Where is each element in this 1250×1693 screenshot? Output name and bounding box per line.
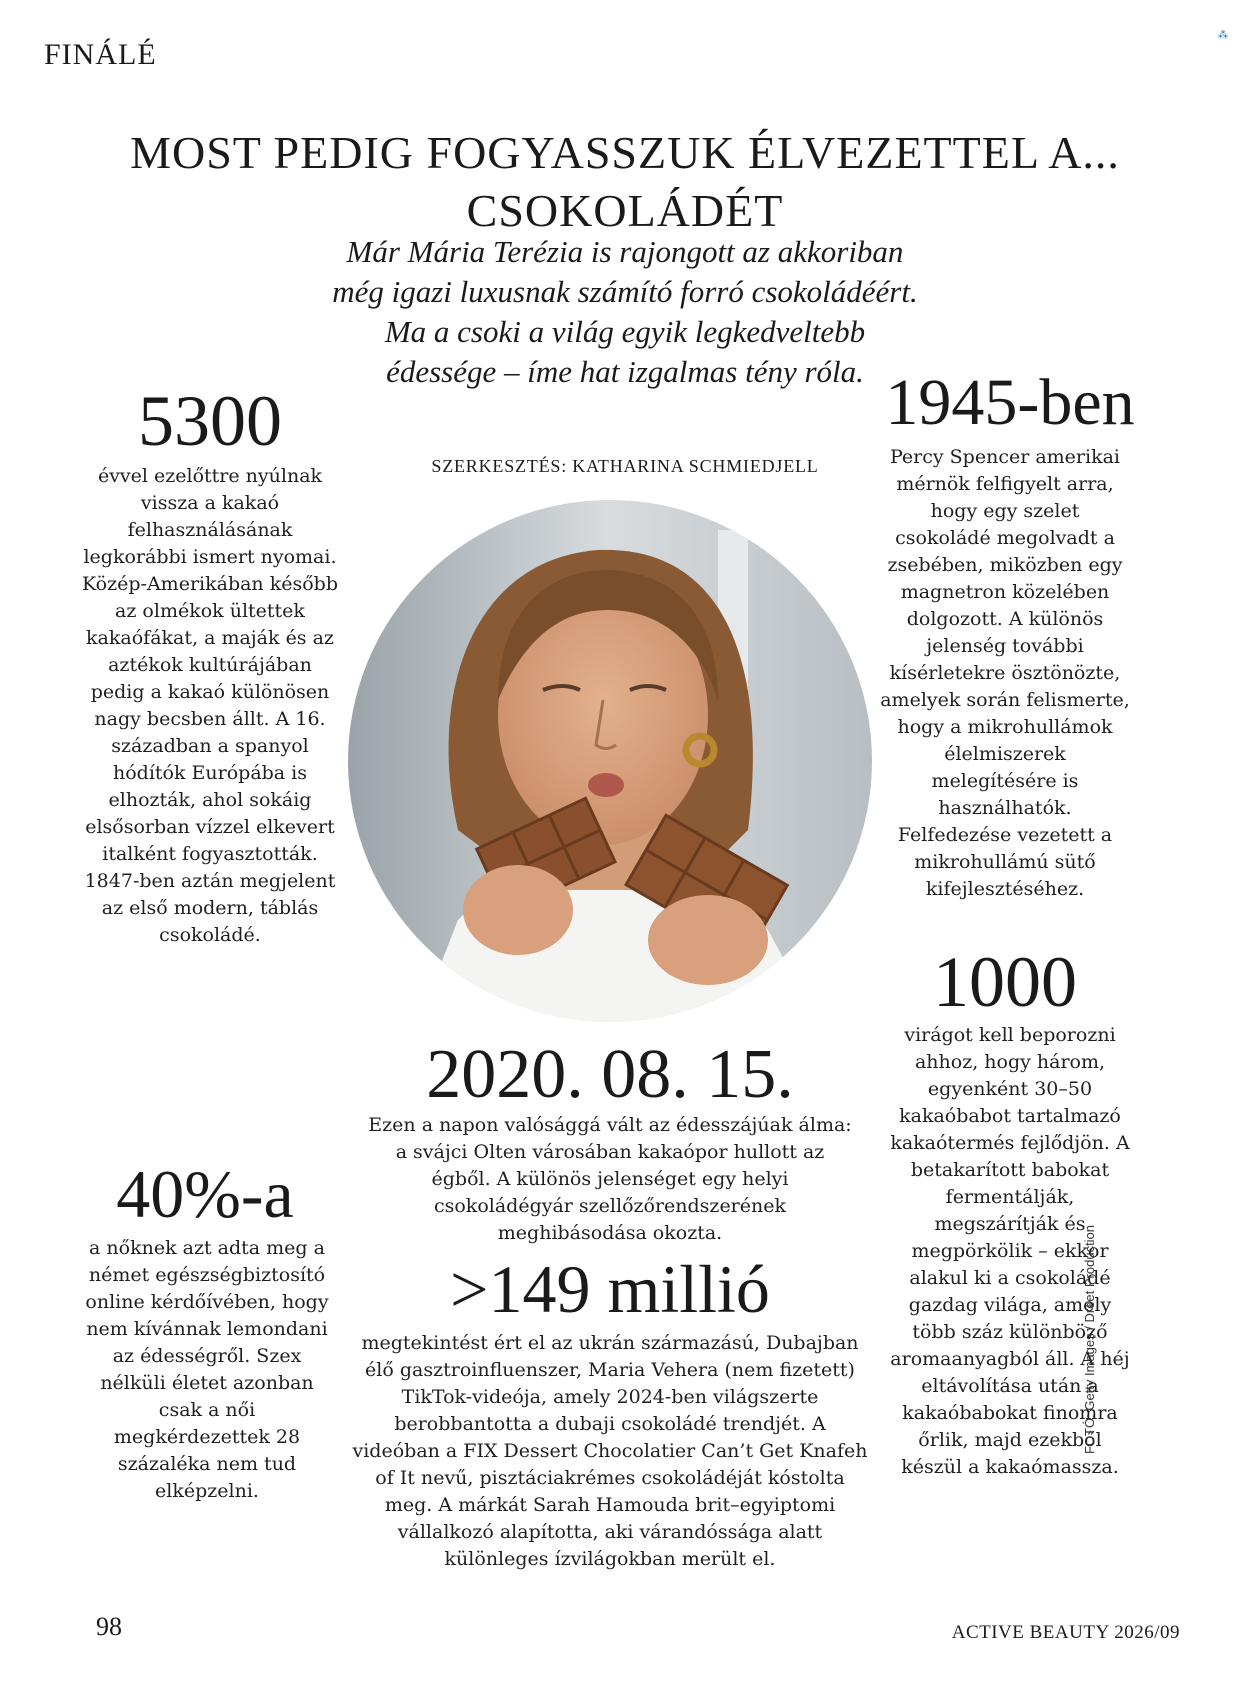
photo-credit: FOTÓ: Getty Images / Dreet Production: [1082, 1224, 1097, 1454]
page-number: 98: [96, 1612, 122, 1641]
fact-40-number: 40%-a: [116, 1156, 294, 1232]
fact-149-text: megtekintést ért el az ukrán származású, Dubajban élő gasztroinfluenszer, Maria Vehera (nem fizetett) TikTok-videója, amely 2024-ben világszerte berobbantotta a dubaji csokoládé trendjét. A videóban a FIX Dessert Chocolatier Can’t Get Knafeh of It nevű, pisztáciakrémes csokoládéját kóstolta meg. A márkát Sarah Hamouda brit–egyiptomi vállalkozó alapította, aki várandóssága alatt különleges ízvilágokban merült el.: [352, 1332, 868, 1570]
fact-5300-text: évvel ezelőttre nyúlnak vissza a kakaó felhasználásának legkorábbi ismert nyomai. Közép-Amerikában később az olmékok ültettek kakaófákat, a maják és az aztékok kultúrájában pedig a kakaó különösen nagy becsben állt. A 16. században a spanyol hódítók Európába is elhozták, ahol sokáig elsősorban vízzel elkevert italként fogyasztották. 1847-ben aztán megjelent az első modern, táblás csokoládé.: [82, 465, 338, 946]
fact-40-text: a nőknek azt adta meg a német egészségbiztosító online kérdőívében, hogy nem kívánnak lemondani az édességről. Szex nélküli életet azonban csak a női megkérdezettek 28 százaléka nem tud elképzelni.: [85, 1237, 329, 1502]
photo: [348, 500, 872, 1022]
headline: MOST PEDIG FOGYASSZUK ÉLVEZETTEL A... CSOKOLÁDÉT: [130, 127, 1120, 236]
corner-mark-icon: ⁂: [1218, 30, 1228, 41]
magazine-name: ACTIVE BEAUTY 2026/09: [951, 1622, 1180, 1643]
fact-1945-number: 1945-ben: [885, 366, 1135, 439]
byline: SZERKESZTÉS: KATHARINA SCHMIEDJELL: [431, 456, 819, 476]
fact-2020-text: Ezen a napon valósággá vált az édesszájúak álma: a svájci Olten városában kakaópor hullott az égből. A különös jelenséget egy helyi csokoládégyár szellőzőrendszerének meghibásodása okozta.: [368, 1114, 852, 1244]
fact-5300-number: 5300: [138, 381, 282, 461]
woman-eating-chocolate-icon: [348, 500, 872, 1022]
section-label: FINÁLÉ: [44, 38, 157, 71]
fact-1945-text: Percy Spencer amerikai mérnök felfigyelt arra, hogy egy szelet csokoládé megolvadt a zsebében, miközben egy magnetron közelében dolgozott. A különös jelenség további kísérletekre ösztönözte, amelyek során felismerte, hogy a mikrohullámok élelmiszerek melegítésére is használhatók. Felfedezése vezetett a mikrohullámú sütő kifejlesztéséhez.: [880, 446, 1130, 900]
fact-2020-number: 2020. 08. 15.: [426, 1036, 794, 1113]
fact-1000-text: virágot kell beporozni ahhoz, hogy három, egyenként 30–50 kakaóbabot tartalmazó kakaótermés fejlődjön. A betakarított babokat fermentálják, megszárítják és megpörkölik – ekkor alakul ki a csokoládé gazdag világa, amely több száz különböző aromaanyagból áll. A héj eltávolítása után a kakaóbabokat finomra őrlik, majd ezekből készül a kakaómassza.: [890, 1024, 1130, 1478]
fact-1000-number: 1000: [933, 942, 1077, 1022]
lead-paragraph: Már Mária Terézia is rajongott az akkoriban még igazi luxusnak számító forró csokoládéért. Ma a csoki a világ egyik legkedveltebb édessége – íme hat izgalmas tény róla.: [332, 234, 918, 389]
fact-149-number: >149 millió: [450, 1251, 770, 1327]
